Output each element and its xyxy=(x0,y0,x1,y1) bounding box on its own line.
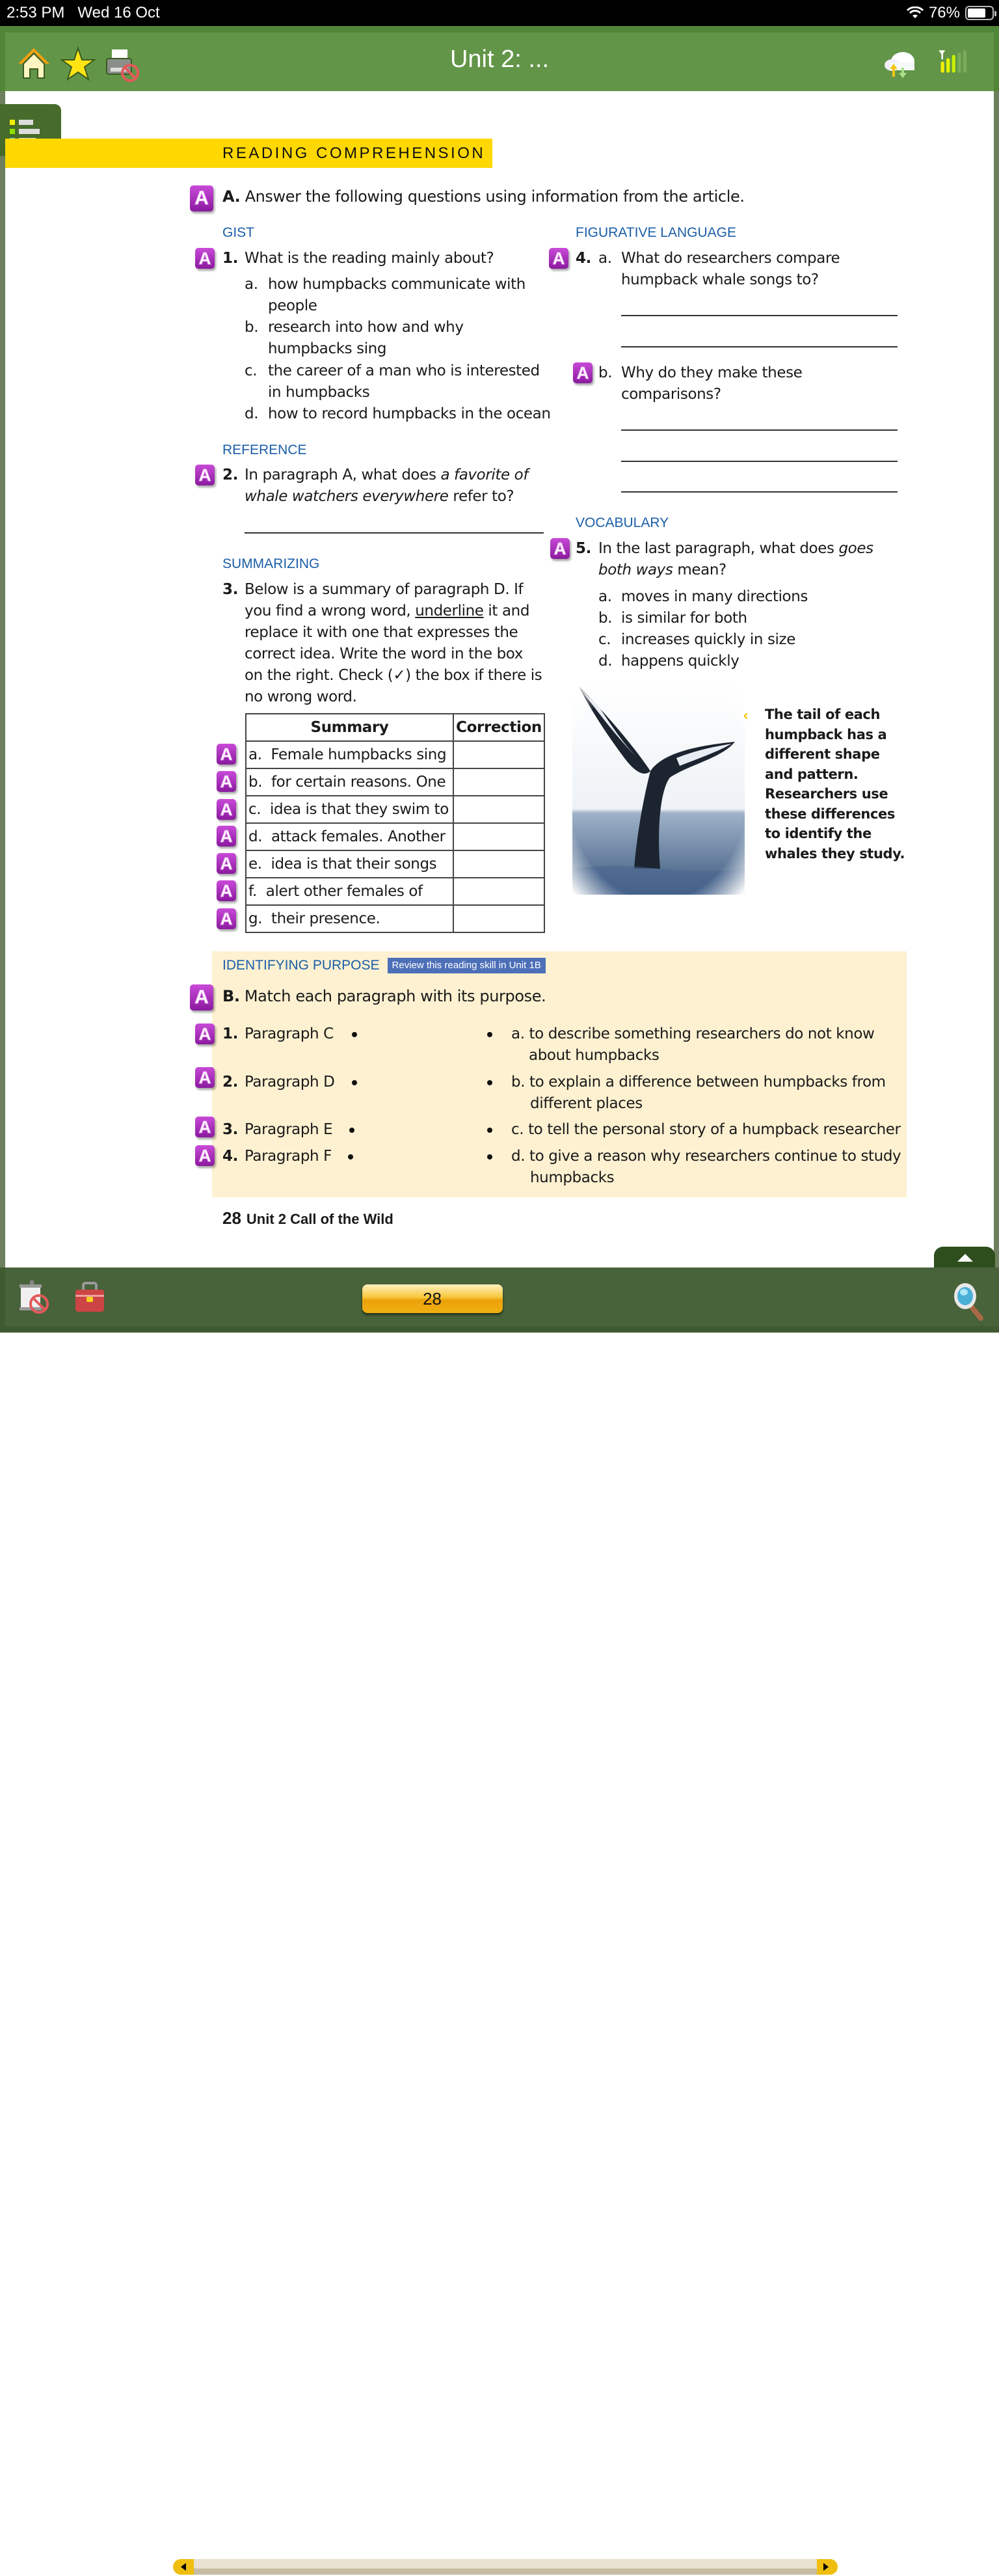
option-text[interactable]: happens quickly xyxy=(621,653,739,670)
text-fragment: d. xyxy=(248,828,263,845)
answer-icon[interactable]: A xyxy=(195,248,215,269)
instruction-line: correct idea. Write the word in the box xyxy=(245,645,523,662)
instruction-line xyxy=(245,601,529,622)
element: and pattern. xyxy=(765,766,859,782)
element xyxy=(941,62,944,73)
page-slider-thumb[interactable]: 28 xyxy=(362,1284,503,1313)
element xyxy=(941,54,943,60)
match-left-item: Paragraph D xyxy=(245,1074,335,1091)
text-fragment: f. xyxy=(248,883,257,900)
figurative-question-a: humpback whale songs to? xyxy=(621,271,819,288)
match-left-item: Paragraph C xyxy=(245,1025,334,1042)
instruction-line: on the right. Check (✓) the box if there is xyxy=(245,667,542,684)
text-fragment: a favorite of xyxy=(440,467,529,483)
match-left-item: Paragraph E xyxy=(245,1121,333,1138)
element xyxy=(246,714,544,932)
page-footer xyxy=(222,1208,393,1228)
summary-cell: attack females. Another xyxy=(271,828,446,845)
instruction-line: replace it with one that expresses the xyxy=(245,624,518,641)
text-fragment: e. xyxy=(248,856,262,873)
element xyxy=(910,11,920,13)
text-fragment xyxy=(19,129,40,134)
table-row xyxy=(246,850,544,878)
match-dot-right[interactable] xyxy=(487,1154,492,1159)
option-letter: a. xyxy=(598,588,612,605)
element xyxy=(952,55,955,72)
page-slider[interactable] xyxy=(173,2558,838,2576)
summary-cell: idea is that they swim to xyxy=(270,801,449,818)
element xyxy=(246,850,453,878)
element xyxy=(246,741,453,768)
vocabulary-question-line1 xyxy=(598,538,873,560)
element: these differences xyxy=(765,806,895,822)
text-fragment: refer to? xyxy=(448,488,514,505)
sub-letter: b. xyxy=(598,364,613,381)
match-number: 4. xyxy=(222,1148,238,1165)
match-number: 1. xyxy=(222,1025,238,1042)
element xyxy=(30,1281,34,1284)
answer-icon[interactable]: A xyxy=(217,880,236,901)
whale-tail-photo xyxy=(572,680,745,895)
gist-heading: GIST xyxy=(222,225,255,240)
page-number: 28 xyxy=(222,1208,241,1228)
option-text[interactable]: in humpbacks xyxy=(268,384,370,401)
answer-icon[interactable]: A xyxy=(195,1145,215,1166)
match-number: 3. xyxy=(222,1121,238,1138)
answer-icon[interactable]: A xyxy=(573,362,593,383)
correction-cell[interactable] xyxy=(453,796,544,823)
status-time xyxy=(7,4,160,22)
text-fragment: g. xyxy=(248,910,263,927)
answer-icon[interactable]: A xyxy=(195,1067,215,1088)
match-dot-left[interactable] xyxy=(348,1154,353,1159)
text-fragment: you find a wrong word, xyxy=(245,603,416,619)
match-right-item: c. to tell the personal story of a humpback researcher xyxy=(511,1121,901,1138)
option-letter: b. xyxy=(598,610,613,627)
summarizing-heading: SUMMARIZING xyxy=(222,556,320,571)
text-fragment xyxy=(10,129,15,134)
column-header-summary: Summary xyxy=(246,714,453,741)
element xyxy=(222,186,745,208)
figurative-heading: FIGURATIVE LANGUAGE xyxy=(576,225,736,240)
correction-cell[interactable] xyxy=(453,878,544,905)
answer-line[interactable] xyxy=(621,315,898,316)
battery-icon xyxy=(965,6,994,20)
figurative-question-a: What do researchers compare xyxy=(621,250,840,267)
answer-icon[interactable]: A xyxy=(195,1024,215,1044)
element xyxy=(960,1289,968,1295)
identifying-purpose-heading: IDENTIFYING PURPOSE xyxy=(222,958,380,973)
match-left-item: Paragraph F xyxy=(245,1148,332,1165)
part-b-label: B. xyxy=(222,987,240,1005)
identifying-purpose-header xyxy=(222,958,546,973)
signal-bars-icon xyxy=(935,44,974,83)
answer-line[interactable] xyxy=(621,461,898,462)
review-skill-badge[interactable]: Review this reading skill in Unit 1B xyxy=(388,958,546,973)
text-fragment: b. xyxy=(248,774,263,791)
instruction-line: Below is a summary of paragraph D. If xyxy=(245,581,524,598)
question-number: 3. xyxy=(222,581,238,598)
match-dot-left[interactable] xyxy=(352,1080,357,1085)
answer-line[interactable] xyxy=(621,429,898,431)
element xyxy=(246,796,453,823)
match-right-item: b. to explain a difference between humpbacks from xyxy=(511,1074,886,1091)
answer-line[interactable] xyxy=(621,491,898,493)
summary-cell: alert other females of xyxy=(265,883,423,900)
arrow-right-icon xyxy=(823,2563,829,2571)
match-right-item: d. to give a reason why researchers continue to study xyxy=(511,1148,901,1165)
summary-cell: idea is that their songs xyxy=(271,856,437,873)
element xyxy=(10,120,33,125)
text-fragment: whale watchers everywhere xyxy=(245,488,449,505)
match-number: 2. xyxy=(222,1074,238,1091)
text-fragment: mean? xyxy=(673,562,726,578)
reference-question-line1 xyxy=(245,465,528,486)
correction-cell[interactable] xyxy=(453,741,544,768)
option-text[interactable]: how to record humpbacks in the ocean xyxy=(268,405,551,422)
table-row xyxy=(246,878,544,905)
answer-icon[interactable]: A xyxy=(217,853,236,874)
part-a-label: A. xyxy=(222,187,241,206)
answer-icon[interactable]: A xyxy=(190,185,213,211)
option-letter: d. xyxy=(245,405,259,422)
element xyxy=(968,8,985,18)
question-number: 1. xyxy=(222,250,238,267)
text-fragment: underline xyxy=(415,603,484,619)
text-fragment: In paragraph A, what does xyxy=(245,467,441,483)
wifi-icon xyxy=(907,7,924,20)
element xyxy=(963,50,966,72)
text-fragment: c. xyxy=(248,801,261,818)
element xyxy=(572,680,745,895)
column-header-correction: Correction xyxy=(453,714,544,741)
match-dot-right[interactable] xyxy=(487,1080,492,1085)
answer-icon[interactable]: A xyxy=(195,465,215,485)
element xyxy=(20,1284,42,1288)
element xyxy=(87,1297,93,1302)
question-number: 5. xyxy=(576,540,591,557)
element xyxy=(946,58,950,72)
element: humpback has a xyxy=(765,726,887,742)
element xyxy=(10,129,40,134)
answer-icon[interactable]: A xyxy=(217,908,236,929)
element: The tail of each xyxy=(765,707,881,722)
answer-icon[interactable]: A xyxy=(217,744,236,765)
right-gutter xyxy=(994,91,999,1269)
option-text[interactable]: people xyxy=(268,297,317,314)
correction-cell[interactable] xyxy=(453,768,544,796)
element xyxy=(957,53,961,73)
answer-icon[interactable]: A xyxy=(217,826,236,847)
answer-icon[interactable]: A xyxy=(550,538,570,559)
text-fragment xyxy=(10,120,15,125)
magnifier-icon[interactable] xyxy=(950,1279,989,1322)
text-fragment: In the last paragraph, what does xyxy=(598,540,839,557)
element: whales they study. xyxy=(765,845,905,861)
reference-heading: REFERENCE xyxy=(222,442,307,457)
caption-pointer-icon: ‹ xyxy=(743,708,749,724)
option-letter: b. xyxy=(245,319,259,336)
option-text[interactable]: moves in many directions xyxy=(621,588,808,605)
answer-icon[interactable]: A xyxy=(217,771,236,792)
top-toolbar xyxy=(0,26,999,91)
text-fragment: a. xyxy=(248,746,262,763)
previous-page-button[interactable] xyxy=(173,2559,194,2575)
match-right-item: humpbacks xyxy=(530,1169,615,1186)
vocabulary-question-line2 xyxy=(598,560,726,581)
option-letter: c. xyxy=(598,631,611,648)
table-row xyxy=(246,796,544,823)
gist-question: What is the reading mainly about? xyxy=(245,250,494,267)
correction-cell[interactable] xyxy=(453,905,544,932)
figurative-question-b: Why do they make these xyxy=(621,364,803,381)
table-header-row xyxy=(246,714,544,741)
correction-cell[interactable] xyxy=(453,823,544,850)
answer-line[interactable] xyxy=(621,346,898,347)
page-title: Unit 2: ... xyxy=(449,46,550,73)
section-header: READING COMPREHENSION xyxy=(222,144,486,162)
arrow-left-icon xyxy=(181,2563,186,2571)
text-fragment: both ways xyxy=(598,562,673,578)
element: Researchers use xyxy=(765,786,888,802)
element xyxy=(912,14,918,18)
question-number: 2. xyxy=(222,467,238,483)
answer-icon[interactable]: A xyxy=(217,799,236,820)
match-right-item: different places xyxy=(530,1095,643,1112)
option-text[interactable]: increases quickly in size xyxy=(621,631,795,648)
cloud-sync-icon[interactable] xyxy=(881,44,920,83)
option-letter: d. xyxy=(598,653,613,670)
toolbox-icon[interactable] xyxy=(73,1282,107,1314)
option-text[interactable]: is similar for both xyxy=(621,610,747,627)
text-fragment: goes xyxy=(838,540,873,557)
table-row xyxy=(246,741,544,768)
summary-cell: for certain reasons. One xyxy=(271,774,446,791)
instruction-line: no wrong word. xyxy=(245,688,357,705)
text-fragment: 2:53 PM xyxy=(7,4,65,21)
table-row xyxy=(246,905,544,932)
unit-title: Unit 2 Call of the Wild xyxy=(246,1211,393,1227)
status-bar xyxy=(0,0,999,26)
option-text[interactable]: humpbacks sing xyxy=(268,340,387,357)
table-row xyxy=(246,768,544,796)
element xyxy=(907,4,994,22)
match-dot-right[interactable] xyxy=(487,1032,492,1037)
section-header-band xyxy=(5,139,492,168)
element xyxy=(222,986,546,1007)
presentation-disabled-icon[interactable] xyxy=(13,1279,52,1317)
summary-table xyxy=(245,713,545,933)
vocabulary-heading: VOCABULARY xyxy=(576,515,669,530)
element xyxy=(75,1295,104,1297)
summary-cell: Female humpbacks sing xyxy=(271,746,447,763)
element xyxy=(246,878,453,905)
option-text[interactable]: the career of a man who is interested xyxy=(268,362,540,379)
part-a-instruction: Answer the following questions using information from the article. xyxy=(245,187,745,206)
sub-letter: a. xyxy=(598,250,612,267)
answer-icon[interactable]: A xyxy=(190,984,213,1010)
next-page-button[interactable] xyxy=(817,2559,838,2575)
match-dot-left[interactable] xyxy=(349,1128,354,1133)
option-letter: c. xyxy=(245,362,258,379)
match-dot-right[interactable] xyxy=(487,1128,492,1133)
option-letter: a. xyxy=(245,276,258,293)
table-row xyxy=(246,823,544,850)
reference-question-line2 xyxy=(245,486,514,508)
element xyxy=(246,823,453,850)
battery-percent: 76% xyxy=(928,4,960,21)
match-right-item: about humpbacks xyxy=(529,1047,659,1064)
summary-cell: their presence. xyxy=(271,910,380,927)
element xyxy=(246,905,453,932)
figurative-question-b: comparisons? xyxy=(621,386,721,403)
option-text[interactable]: how humpbacks communicate with xyxy=(268,276,526,293)
answer-line[interactable] xyxy=(245,532,544,534)
answer-icon[interactable]: A xyxy=(195,1117,215,1137)
expand-up-button[interactable] xyxy=(934,1247,995,1269)
text-fragment: Wed 16 Oct xyxy=(77,4,160,21)
part-b-instruction: Match each paragraph with its purpose. xyxy=(244,987,546,1005)
question-number: 4. xyxy=(576,250,591,267)
match-dot-left[interactable] xyxy=(352,1032,357,1037)
text-fragment xyxy=(19,120,33,125)
photo-caption xyxy=(765,705,908,863)
match-right-item: a. to describe something researchers do not know xyxy=(511,1025,875,1042)
left-gutter xyxy=(0,91,5,1269)
element: to identify the xyxy=(765,826,872,841)
correction-cell[interactable] xyxy=(453,850,544,878)
option-text[interactable]: research into how and why xyxy=(268,319,464,336)
answer-icon[interactable]: A xyxy=(549,248,568,269)
text-fragment: it and xyxy=(483,603,530,619)
element: different shape xyxy=(765,746,880,762)
element xyxy=(246,768,453,796)
page-slider-track[interactable] xyxy=(193,2559,818,2575)
